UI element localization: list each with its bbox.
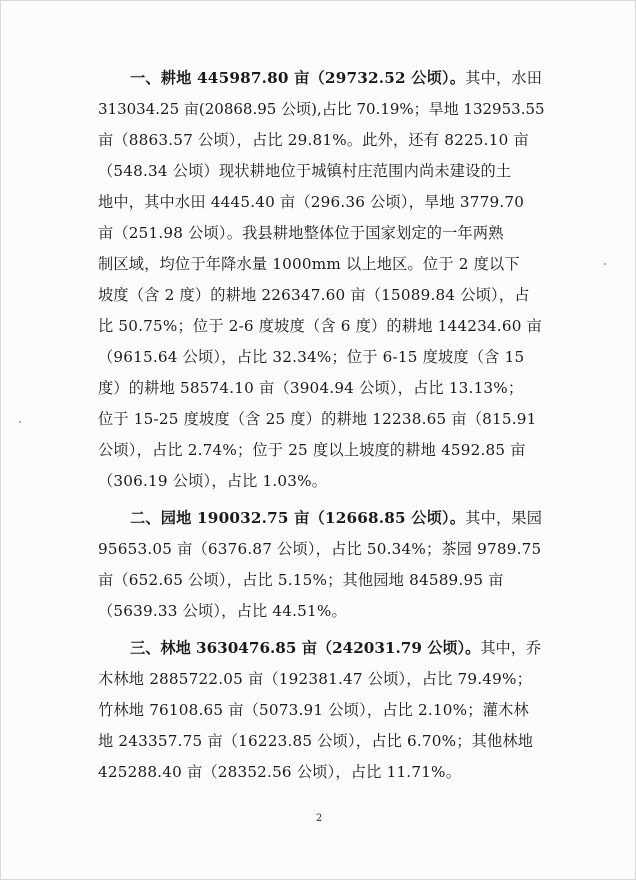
scan-speck [19,421,21,423]
paragraph-forest-land [98,633,544,788]
text-line: 95653.05 亩（6376.87 公顷），占比 50.34%；茶园 9789.75 [98,540,542,558]
text-line: （9615.64 公顷），占比 32.34%；位于 6-15 度坡度（含 15 [98,348,525,366]
text-line: 比 50.75%；位于 2-6 度坡度（含 6 度）的耕地 144234.60 亩 [98,317,542,335]
scan-speck [604,263,606,265]
text-line: 亩（652.65 公顷），占比 5.15%；其他园地 84589.95 亩 [98,571,504,589]
text-line: 制区域，均位于年降水量 1000mm 以上地区。位于 2 度以下 [98,255,520,273]
section-heading: 三、林地 3630476.85 亩（242031.79 公顷）。 [130,639,481,657]
line-text: 其中，水田 [465,69,543,87]
document-body [98,63,544,794]
section-heading: 二、园地 190032.75 亩（12668.85 公顷）。 [130,509,466,527]
text-line: 位于 15-25 度坡度（含 25 度）的耕地 12238.65 亩（815.91 [98,410,537,428]
text-line: 度）的耕地 58574.10 亩（3904.94 公顷），占比 13.13%； [98,379,524,397]
paragraph-first-line [98,633,544,664]
paragraph-garden-land [98,503,544,627]
line-text: 其中，乔 [480,639,542,657]
text-line: 亩（8863.57 公顷），占比 29.81%。此外，还有 8225.10 亩 [98,131,529,149]
section-heading: 一、耕地 445987.80 亩（29732.52 公顷）。 [130,69,466,87]
text-line: 公顷），占比 2.74%；位于 25 度以上坡度的耕地 4592.85 亩 [98,441,526,459]
text-line: （5639.33 公顷），占比 44.51%。 [98,602,347,620]
paragraph-first-line [98,503,544,534]
text-line: （548.34 公顷）现状耕地位于城镇村庄范围内尚未建设的土 [98,162,512,180]
text-line: 313034.25 亩(20868.95 公顷),占比 70.19%；旱地 132953.55 [98,100,545,118]
paragraph-first-line [98,63,544,94]
text-line: 425288.40 亩（28352.56 公顷），占比 11.71%。 [98,763,462,781]
text-line: 木林地 2885722.05 亩（192381.47 公顷），占比 79.49%； [98,670,532,688]
paragraph-cultivated-land [98,63,544,497]
page-number: 2 [315,813,323,824]
text-line: 地 243357.75 亩（16223.85 公顷），占比 6.70%；其他林地 [98,732,534,750]
line-text: 其中，果园 [465,509,543,527]
text-line: 竹林地 76108.65 亩（5073.91 公顷），占比 2.10%；灌木林 [98,701,529,719]
text-line: 坡度（含 2 度）的耕地 226347.60 亩（15089.84 公顷），占 [98,286,530,304]
text-line: （306.19 公顷），占比 1.03%。 [98,472,328,490]
text-line: 亩（251.98 公顷）。我县耕地整体位于国家划定的一年两熟 [98,224,504,242]
text-line: 地中，其中水田 4445.40 亩（296.36 公顷），旱地 3779.70 [98,193,525,211]
